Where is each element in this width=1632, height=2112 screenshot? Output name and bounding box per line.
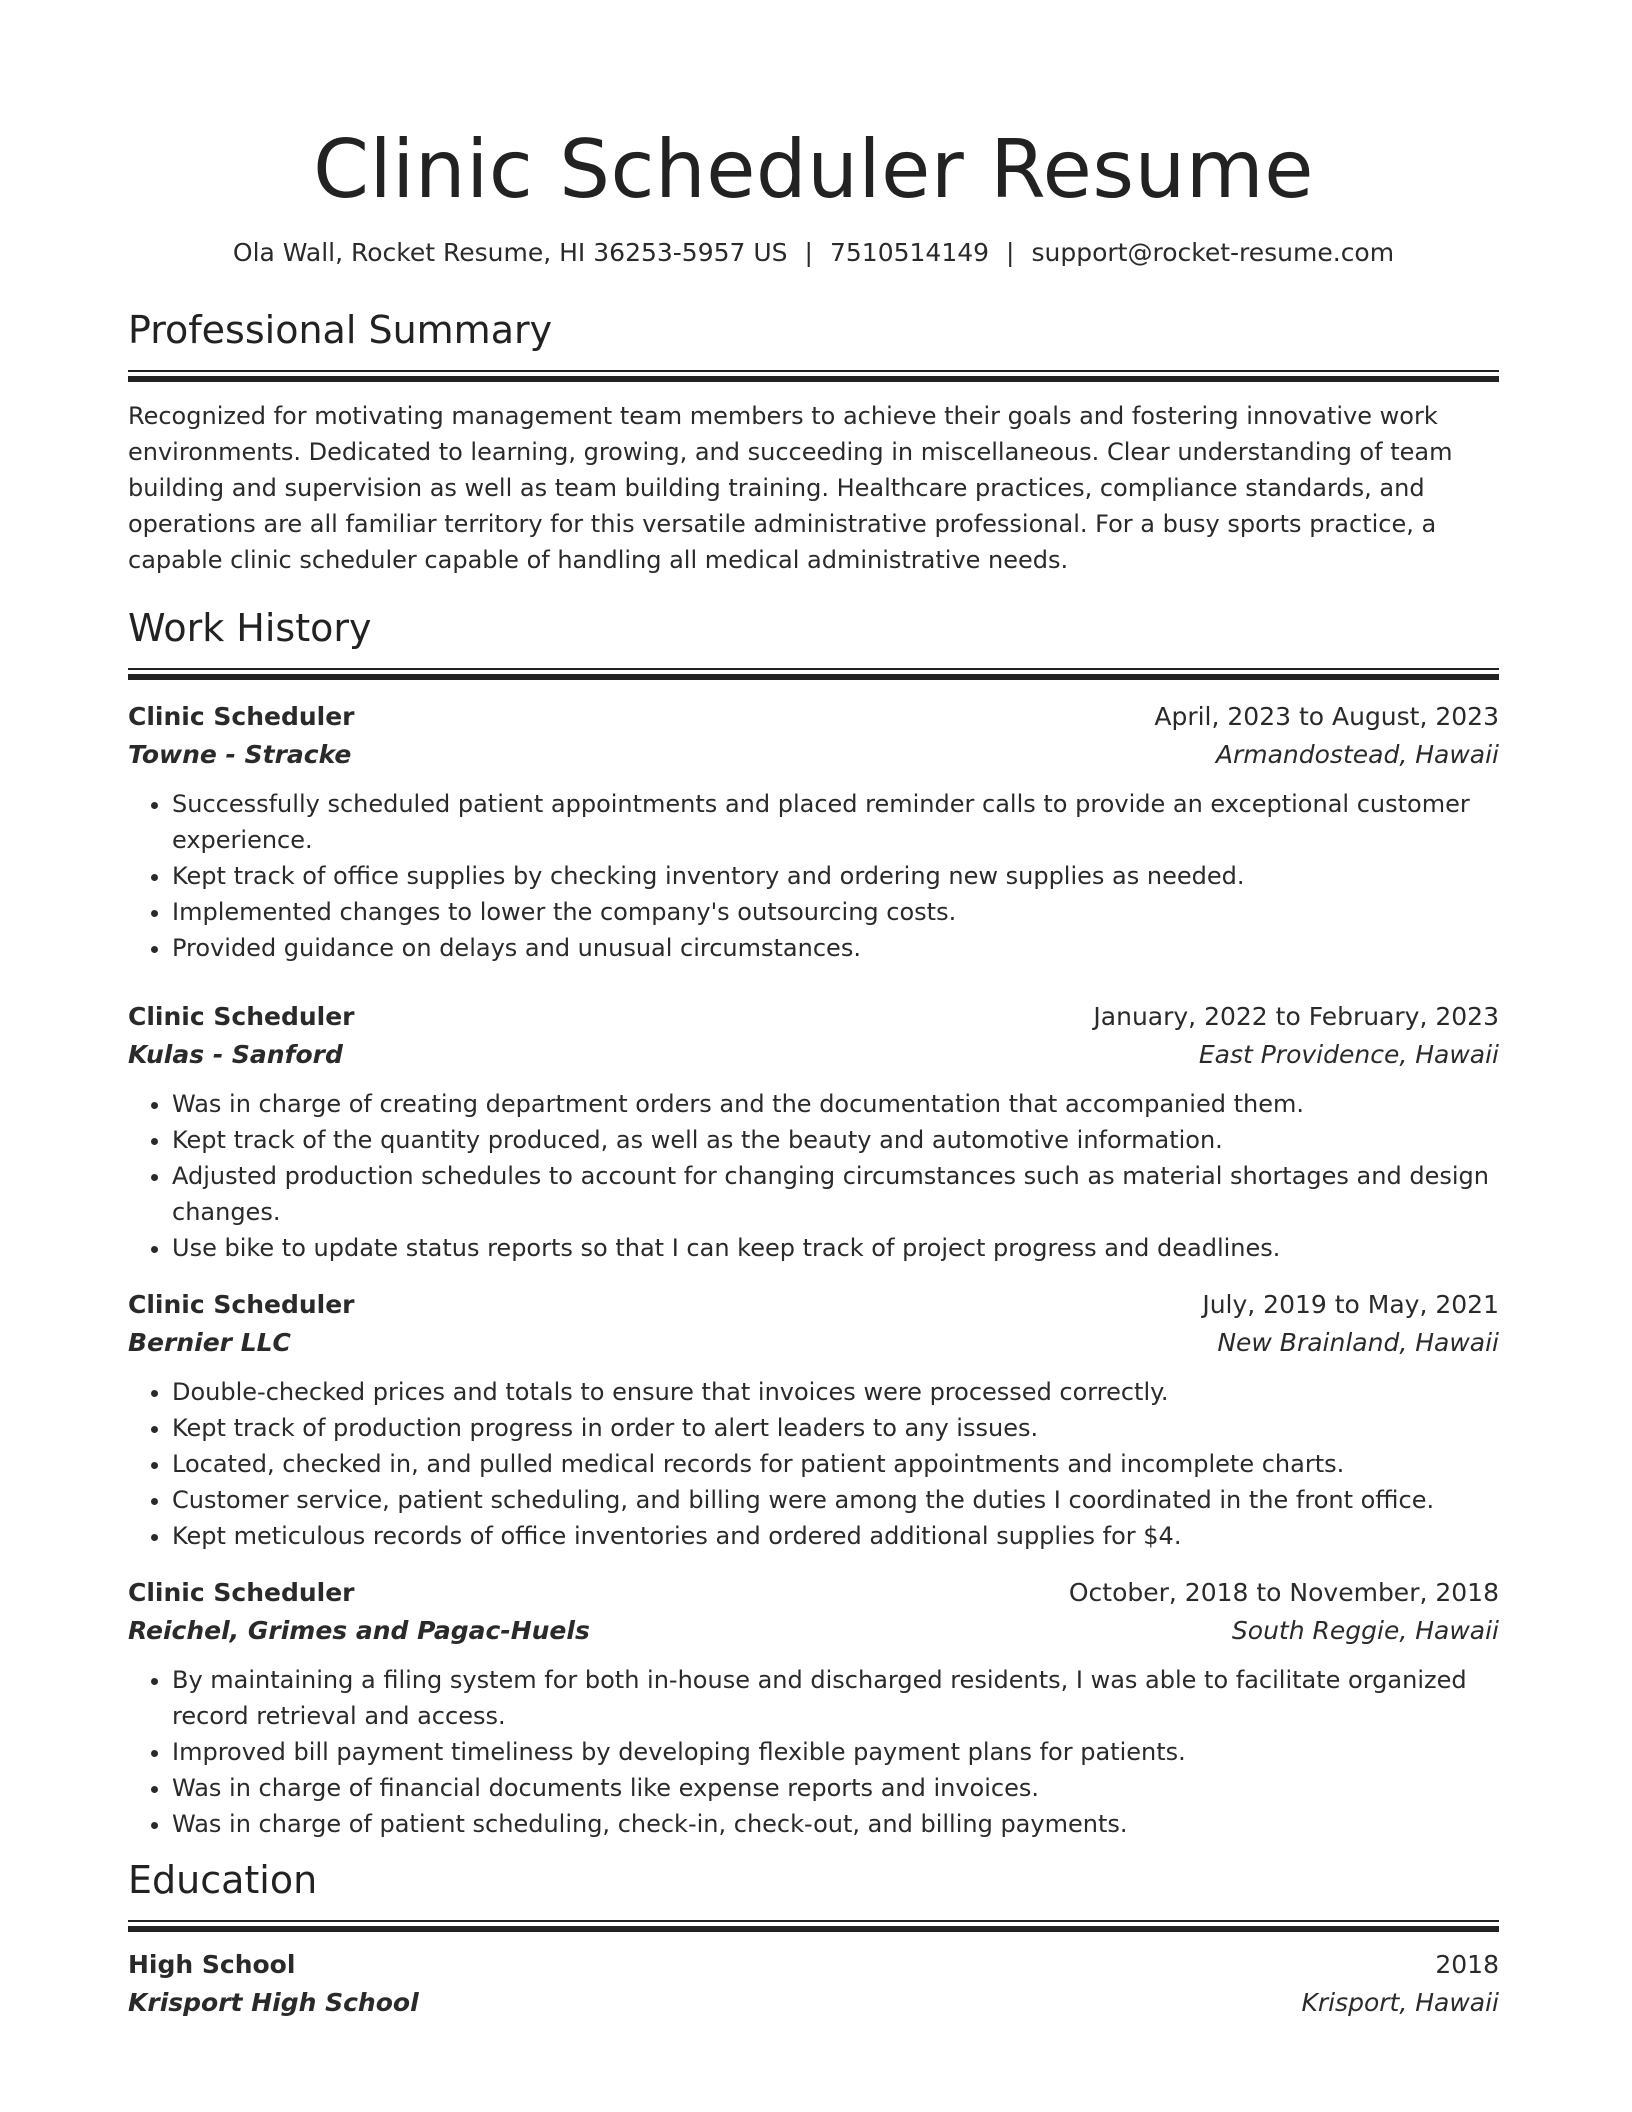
job-bullets (128, 1662, 1499, 1842)
job-entry (128, 998, 1499, 1266)
education-header-row (128, 1946, 1499, 1984)
job-dates: October, 2018 to November, 2018 (1068, 1578, 1499, 1607)
job-dates: July, 2019 to May, 2021 (1202, 1290, 1499, 1319)
job-title: Clinic Scheduler (128, 1578, 355, 1607)
job-company-row (128, 1036, 1499, 1074)
job-company-row (128, 1612, 1499, 1650)
section-heading: Professional Summary (128, 308, 553, 352)
job-bullet: • Was in charge of financial documents like expense reports and invoices. (172, 1770, 1499, 1806)
education-degree: High School (128, 1950, 296, 1979)
job-bullets (128, 1086, 1499, 1266)
job-header-row (128, 998, 1499, 1036)
job-bullet: • Customer service, patient scheduling, and billing were among the duties I coordinated in the front office. (172, 1482, 1499, 1518)
job-entry (128, 698, 1499, 966)
job-bullet: • Kept track of the quantity produced, as well as the beauty and automotive information. (172, 1122, 1499, 1158)
job-bullet: • Was in charge of creating department orders and the documentation that accompanied them. (172, 1086, 1499, 1122)
job-bullets (128, 786, 1499, 966)
section-rule (128, 370, 1499, 382)
section-rule (128, 1920, 1499, 1932)
job-bullet: • Was in charge of patient scheduling, check-in, check-out, and billing payments. (172, 1806, 1499, 1842)
job-bullet: • Successfully scheduled patient appointments and placed reminder calls to provide an exceptional customer experience. (172, 786, 1499, 858)
job-company: Bernier LLC (128, 1328, 291, 1357)
job-bullet: • Improved bill payment timeliness by developing flexible payment plans for patients. (172, 1734, 1499, 1770)
contact-separator: | (804, 238, 813, 267)
summary-section (128, 306, 1499, 578)
job-header-row (128, 1286, 1499, 1324)
job-location: South Reggie, Hawaii (1231, 1616, 1499, 1645)
work-history-section (128, 604, 1499, 1842)
job-bullet: • By maintaining a filing system for both in-house and discharged residents, I was able to facilitate organized record retrieval and access. (172, 1662, 1499, 1734)
job-title: Clinic Scheduler (128, 1002, 355, 1031)
section-rule (128, 668, 1499, 680)
job-company: Kulas - Sanford (128, 1040, 343, 1069)
job-bullet: • Located, checked in, and pulled medical records for patient appointments and incomplete charts. (172, 1446, 1499, 1482)
job-bullet: • Adjusted production schedules to account for changing circumstances such as material shortages and design changes. (172, 1158, 1499, 1230)
education-school: Krisport High School (128, 1988, 419, 2017)
job-bullet: • Implemented changes to lower the company's outsourcing costs. (172, 894, 1499, 930)
job-bullet: • Kept meticulous records of office inventories and ordered additional supplies for $4. (172, 1518, 1499, 1554)
contact-address: Ola Wall, Rocket Resume, HI 36253-5957 US (232, 238, 788, 267)
job-dates: January, 2022 to February, 2023 (1093, 1002, 1499, 1031)
job-header-row (128, 1574, 1499, 1612)
resume-title: Clinic Scheduler Resume (313, 123, 1314, 216)
job-entry (128, 1286, 1499, 1554)
job-bullet: • Kept track of production progress in order to alert leaders to any issues. (172, 1410, 1499, 1446)
contact-email: support@rocket-resume.com (1031, 238, 1395, 267)
contact-separator: | (1006, 238, 1015, 267)
education-entry (128, 1946, 1499, 2022)
summary-text: Recognized for motivating management team members to achieve their goals and fostering innovative work environments. Dedicated to learning, growing, and succeeding in miscellaneous. Clear understanding of team building and supervision as well as team building training. Healthcare practices, compliance standards, and operations are all familiar territory for this versatile administrative professional. For a busy sports practice, a capable clinic scheduler capable of handling all medical administrative needs. (128, 402, 1453, 574)
job-header-row (128, 698, 1499, 736)
contact-phone: 7510514149 (829, 238, 990, 267)
education-section (128, 1856, 1499, 2022)
job-bullet: • Use bike to update status reports so that I can keep track of project progress and deadlines. (172, 1230, 1499, 1266)
job-entry (128, 1574, 1499, 1842)
job-location: New Brainland, Hawaii (1217, 1328, 1499, 1357)
job-title: Clinic Scheduler (128, 702, 355, 731)
education-year: 2018 (1435, 1950, 1499, 1979)
job-title: Clinic Scheduler (128, 1290, 355, 1319)
job-bullets (128, 1374, 1499, 1554)
section-heading: Education (128, 1858, 318, 1902)
job-bullet: • Double-checked prices and totals to ensure that invoices were processed correctly. (172, 1374, 1499, 1410)
job-company: Towne - Stracke (128, 740, 352, 769)
job-location: Armandostead, Hawaii (1215, 740, 1499, 769)
section-heading: Work History (128, 606, 372, 650)
job-bullet: • Provided guidance on delays and unusual circumstances. (172, 930, 1499, 966)
job-company-row (128, 1324, 1499, 1362)
job-location: East Providence, Hawaii (1198, 1040, 1499, 1069)
job-bullet: • Kept track of office supplies by checking inventory and ordering new supplies as needed. (172, 858, 1499, 894)
education-location: Krisport, Hawaii (1301, 1988, 1499, 2017)
education-school-row (128, 1984, 1499, 2022)
job-company: Reichel, Grimes and Pagac-Huels (128, 1616, 590, 1645)
job-dates: April, 2023 to August, 2023 (1154, 702, 1499, 731)
job-company-row (128, 736, 1499, 774)
contact-line (128, 236, 1499, 270)
